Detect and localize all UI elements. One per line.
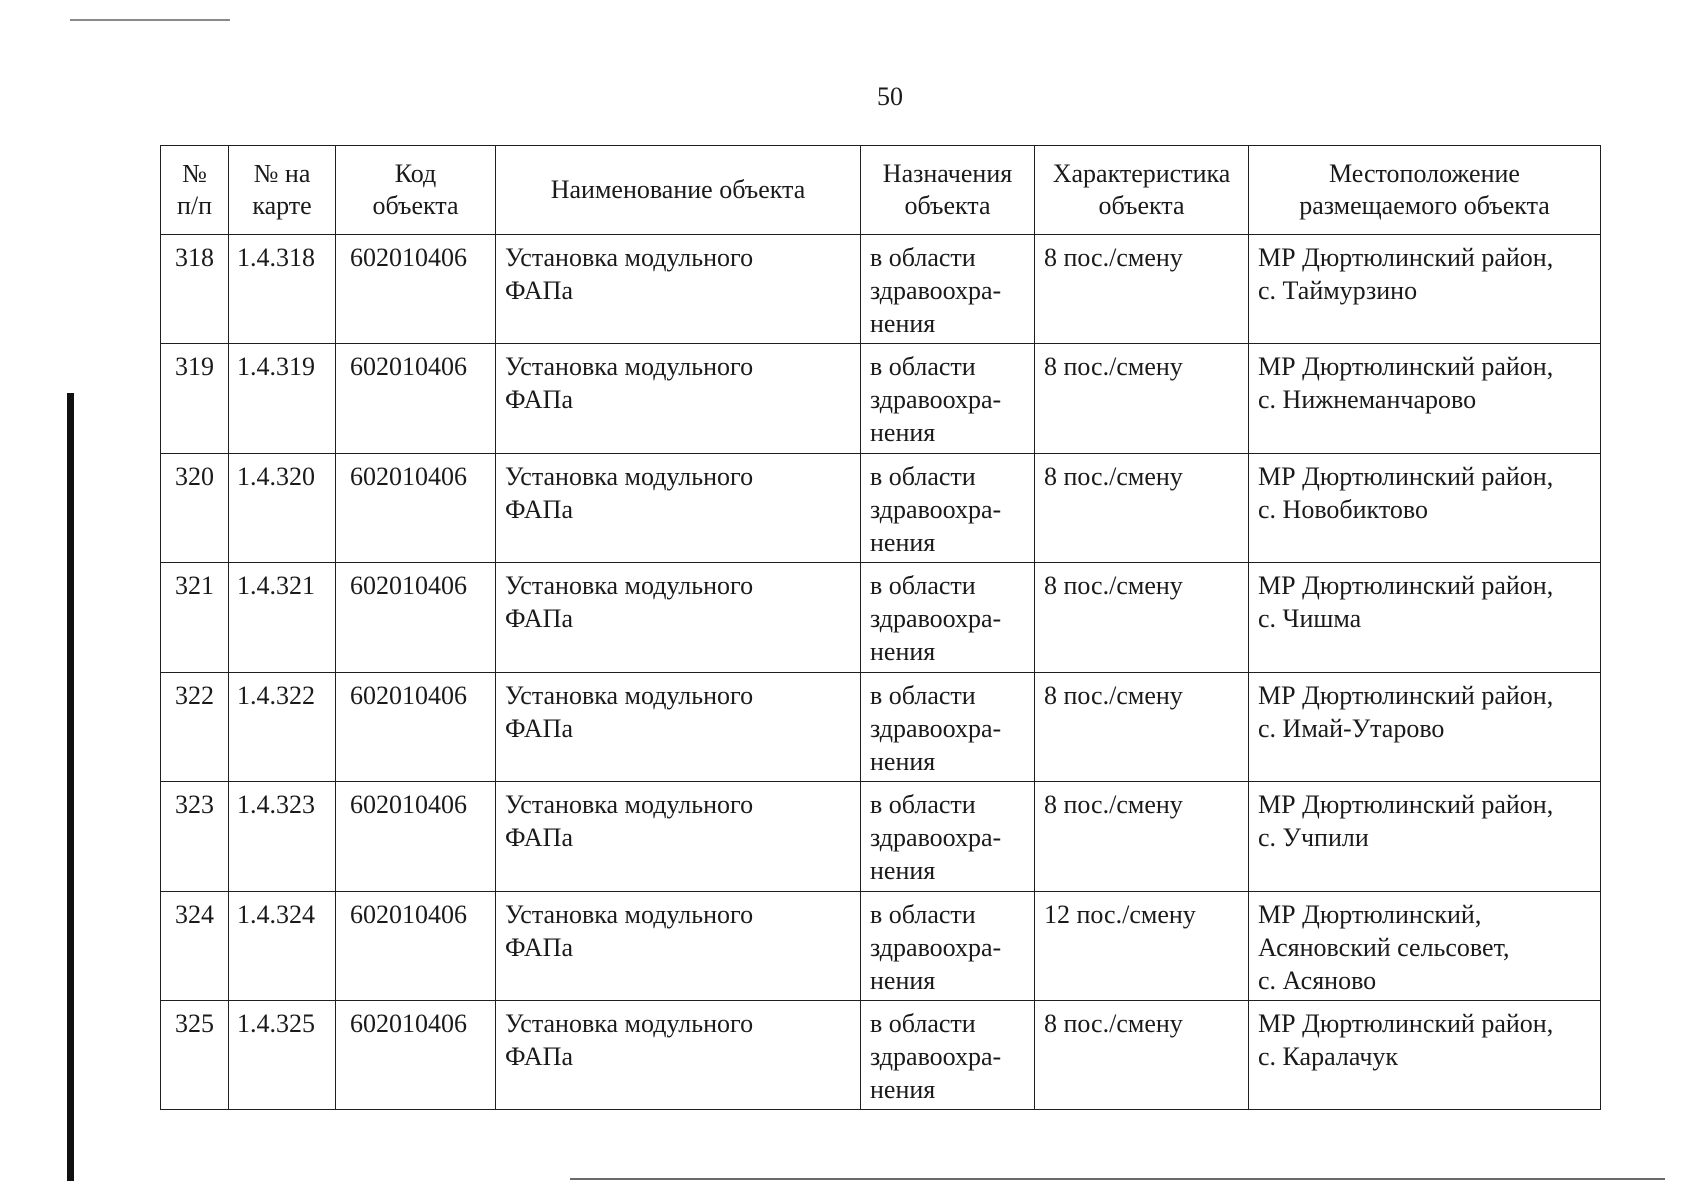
location-cell-line: с. Каралачук bbox=[1258, 1042, 1399, 1071]
characteristic-cell: 8 пос./смену bbox=[1035, 344, 1249, 454]
location-cell-line: МР Дюртюлинский район, bbox=[1258, 1009, 1554, 1038]
location-cell-line: Асяновский сельсовет, bbox=[1258, 933, 1510, 962]
table-row bbox=[161, 344, 1601, 454]
location-cell bbox=[1249, 344, 1601, 454]
object-name-cell-line: Установка модульного bbox=[505, 1009, 754, 1038]
object-name-cell-line: Установка модульного bbox=[505, 571, 754, 600]
map-number-cell: 1.4.322 bbox=[229, 673, 336, 782]
characteristic-cell: 8 пос./смену bbox=[1035, 673, 1249, 782]
purpose-cell bbox=[861, 563, 1035, 673]
purpose-cell-line: в области bbox=[870, 790, 976, 819]
header-map-number-line: № на bbox=[253, 159, 311, 188]
header-location-line: Местоположение bbox=[1329, 159, 1520, 188]
location-cell-line: с. Нижнеманчарово bbox=[1258, 385, 1477, 414]
purpose-cell bbox=[861, 782, 1035, 892]
location-cell bbox=[1249, 892, 1601, 1001]
object-code-cell: 602010406 bbox=[336, 563, 496, 673]
object-code-cell: 602010406 bbox=[336, 235, 496, 344]
object-name-cell-line: ФАПа bbox=[505, 933, 573, 962]
characteristic-cell: 8 пос./смену bbox=[1035, 782, 1249, 892]
location-cell-line: с. Таймурзино bbox=[1258, 276, 1418, 305]
location-cell-line: с. Учпили bbox=[1258, 823, 1369, 852]
object-code-cell: 602010406 bbox=[336, 782, 496, 892]
purpose-cell-line: здравоохра- bbox=[870, 276, 1002, 305]
purpose-cell-line: здравоохра- bbox=[870, 714, 1002, 743]
location-cell bbox=[1249, 673, 1601, 782]
row-number-cell: 324 bbox=[161, 892, 229, 1001]
table-row bbox=[161, 563, 1601, 673]
object-code-cell: 602010406 bbox=[336, 1001, 496, 1110]
row-number-cell: 321 bbox=[161, 563, 229, 673]
location-cell-line: МР Дюртюлинский район, bbox=[1258, 681, 1554, 710]
table-row bbox=[161, 454, 1601, 563]
object-name-cell bbox=[496, 235, 861, 344]
purpose-cell-line: здравоохра- bbox=[870, 1042, 1002, 1071]
object-name-cell bbox=[496, 1001, 861, 1110]
map-number-cell: 1.4.319 bbox=[229, 344, 336, 454]
header-purpose bbox=[861, 146, 1035, 235]
object-name-cell-line: Установка модульного bbox=[505, 352, 754, 381]
object-name-cell bbox=[496, 673, 861, 782]
object-name-cell-line: Установка модульного bbox=[505, 900, 754, 929]
purpose-cell-line: в области bbox=[870, 681, 976, 710]
page-number: 50 bbox=[877, 82, 903, 111]
object-name-cell-line: Установка модульного bbox=[505, 790, 754, 819]
header-purpose-line: Назначения bbox=[882, 159, 1013, 188]
location-cell-line: МР Дюртюлинский район, bbox=[1258, 571, 1554, 600]
header-object-code-line: объекта bbox=[372, 191, 459, 220]
object-name-cell-line: ФАПа bbox=[505, 276, 573, 305]
purpose-cell bbox=[861, 1001, 1035, 1110]
purpose-cell bbox=[861, 235, 1035, 344]
purpose-cell-line: здравоохра- bbox=[870, 604, 1002, 633]
purpose-cell bbox=[861, 454, 1035, 563]
object-name-cell bbox=[496, 344, 861, 454]
header-object-name-line: Наименование объекта bbox=[550, 175, 806, 204]
location-cell-line: с. Имай-Утарово bbox=[1258, 714, 1445, 743]
location-cell bbox=[1249, 235, 1601, 344]
purpose-cell-line: в области bbox=[870, 352, 976, 381]
purpose-cell bbox=[861, 892, 1035, 1001]
purpose-cell-line: здравоохра- bbox=[870, 385, 1002, 414]
purpose-cell-line: в области bbox=[870, 1009, 976, 1038]
characteristic-cell: 8 пос./смену bbox=[1035, 1001, 1249, 1110]
location-cell-line: МР Дюртюлинский район, bbox=[1258, 790, 1554, 819]
header-map-number-line: карте bbox=[252, 191, 312, 220]
characteristic-cell: 8 пос./смену bbox=[1035, 454, 1249, 563]
purpose-cell-line: в области bbox=[870, 243, 976, 272]
purpose-cell-line: здравоохра- bbox=[870, 933, 1002, 962]
purpose-cell-line: здравоохра- bbox=[870, 495, 1002, 524]
location-cell-line: МР Дюртюлинский район, bbox=[1258, 352, 1554, 381]
location-cell-line: МР Дюртюлинский, bbox=[1258, 900, 1482, 929]
characteristic-cell: 12 пос./смену bbox=[1035, 892, 1249, 1001]
header-characteristic-line: Характеристика bbox=[1052, 159, 1231, 188]
object-name-cell bbox=[496, 454, 861, 563]
purpose-cell-line: нения bbox=[870, 747, 936, 776]
characteristic-cell: 8 пос./смену bbox=[1035, 235, 1249, 344]
header-map-number bbox=[229, 146, 336, 235]
map-number-cell: 1.4.321 bbox=[229, 563, 336, 673]
header-location bbox=[1249, 146, 1601, 235]
header-characteristic-line: объекта bbox=[1098, 191, 1185, 220]
location-cell bbox=[1249, 1001, 1601, 1110]
row-number-cell: 322 bbox=[161, 673, 229, 782]
header-num-line: № bbox=[182, 159, 207, 188]
object-name-cell bbox=[496, 892, 861, 1001]
map-number-cell: 1.4.324 bbox=[229, 892, 336, 1001]
characteristic-cell: 8 пос./смену bbox=[1035, 563, 1249, 673]
purpose-cell-line: нения bbox=[870, 528, 936, 557]
map-number-cell: 1.4.318 bbox=[229, 235, 336, 344]
object-name-cell bbox=[496, 782, 861, 892]
map-number-cell: 1.4.320 bbox=[229, 454, 336, 563]
header-num-line: п/п bbox=[176, 191, 213, 220]
purpose-cell-line: в области bbox=[870, 900, 976, 929]
purpose-cell-line: нения bbox=[870, 966, 936, 995]
location-cell-line: с. Чишма bbox=[1258, 604, 1362, 633]
header-purpose-line: объекта bbox=[904, 191, 991, 220]
header-object-code-line: Код bbox=[394, 159, 437, 188]
purpose-cell-line: нения bbox=[870, 418, 936, 447]
scan-artifact-bottom-line bbox=[570, 1178, 1665, 1180]
table-row bbox=[161, 1001, 1601, 1110]
row-number-cell: 318 bbox=[161, 235, 229, 344]
purpose-cell-line: в области bbox=[870, 462, 976, 491]
objects-table bbox=[160, 145, 1601, 1110]
object-name-cell-line: Установка модульного bbox=[505, 243, 754, 272]
location-cell-line: МР Дюртюлинский район, bbox=[1258, 462, 1554, 491]
object-name-cell-line: Установка модульного bbox=[505, 681, 754, 710]
purpose-cell bbox=[861, 673, 1035, 782]
header-characteristic bbox=[1035, 146, 1249, 235]
table-row bbox=[161, 673, 1601, 782]
row-number-cell: 323 bbox=[161, 782, 229, 892]
row-number-cell: 325 bbox=[161, 1001, 229, 1110]
object-name-cell bbox=[496, 563, 861, 673]
object-code-cell: 602010406 bbox=[336, 673, 496, 782]
purpose-cell-line: нения bbox=[870, 309, 936, 338]
header-num bbox=[161, 146, 229, 235]
table-row bbox=[161, 235, 1601, 344]
object-code-cell: 602010406 bbox=[336, 454, 496, 563]
row-number-cell: 319 bbox=[161, 344, 229, 454]
purpose-cell-line: в области bbox=[870, 571, 976, 600]
table-row bbox=[161, 782, 1601, 892]
location-cell bbox=[1249, 782, 1601, 892]
header-object-name bbox=[496, 146, 861, 235]
map-number-cell: 1.4.325 bbox=[229, 1001, 336, 1110]
location-cell bbox=[1249, 454, 1601, 563]
header-location-line: размещаемого объекта bbox=[1299, 191, 1550, 220]
object-name-cell-line: ФАПа bbox=[505, 495, 573, 524]
purpose-cell bbox=[861, 344, 1035, 454]
object-code-cell: 602010406 bbox=[336, 892, 496, 1001]
table-body bbox=[161, 235, 1601, 1110]
table-row bbox=[161, 892, 1601, 1001]
object-name-cell-line: ФАПа bbox=[505, 714, 573, 743]
location-cell-line: МР Дюртюлинский район, bbox=[1258, 243, 1554, 272]
scan-artifact-top-line bbox=[70, 19, 230, 21]
header-object-code bbox=[336, 146, 496, 235]
location-cell-line: с. Новобиктово bbox=[1258, 495, 1428, 524]
table-header-row bbox=[161, 146, 1601, 235]
object-code-cell: 602010406 bbox=[336, 344, 496, 454]
purpose-cell-line: нения bbox=[870, 856, 936, 885]
object-name-cell-line: ФАПа bbox=[505, 1042, 573, 1071]
purpose-cell-line: нения bbox=[870, 637, 936, 666]
purpose-cell-line: нения bbox=[870, 1075, 936, 1104]
object-name-cell-line: Установка модульного bbox=[505, 462, 754, 491]
location-cell bbox=[1249, 563, 1601, 673]
row-number-cell: 320 bbox=[161, 454, 229, 563]
purpose-cell-line: здравоохра- bbox=[870, 823, 1002, 852]
map-number-cell: 1.4.323 bbox=[229, 782, 336, 892]
object-name-cell-line: ФАПа bbox=[505, 604, 573, 633]
scan-artifact-left-bar bbox=[67, 393, 74, 1181]
location-cell-line: с. Асяново bbox=[1258, 966, 1377, 995]
object-name-cell-line: ФАПа bbox=[505, 823, 573, 852]
object-name-cell-line: ФАПа bbox=[505, 385, 573, 414]
